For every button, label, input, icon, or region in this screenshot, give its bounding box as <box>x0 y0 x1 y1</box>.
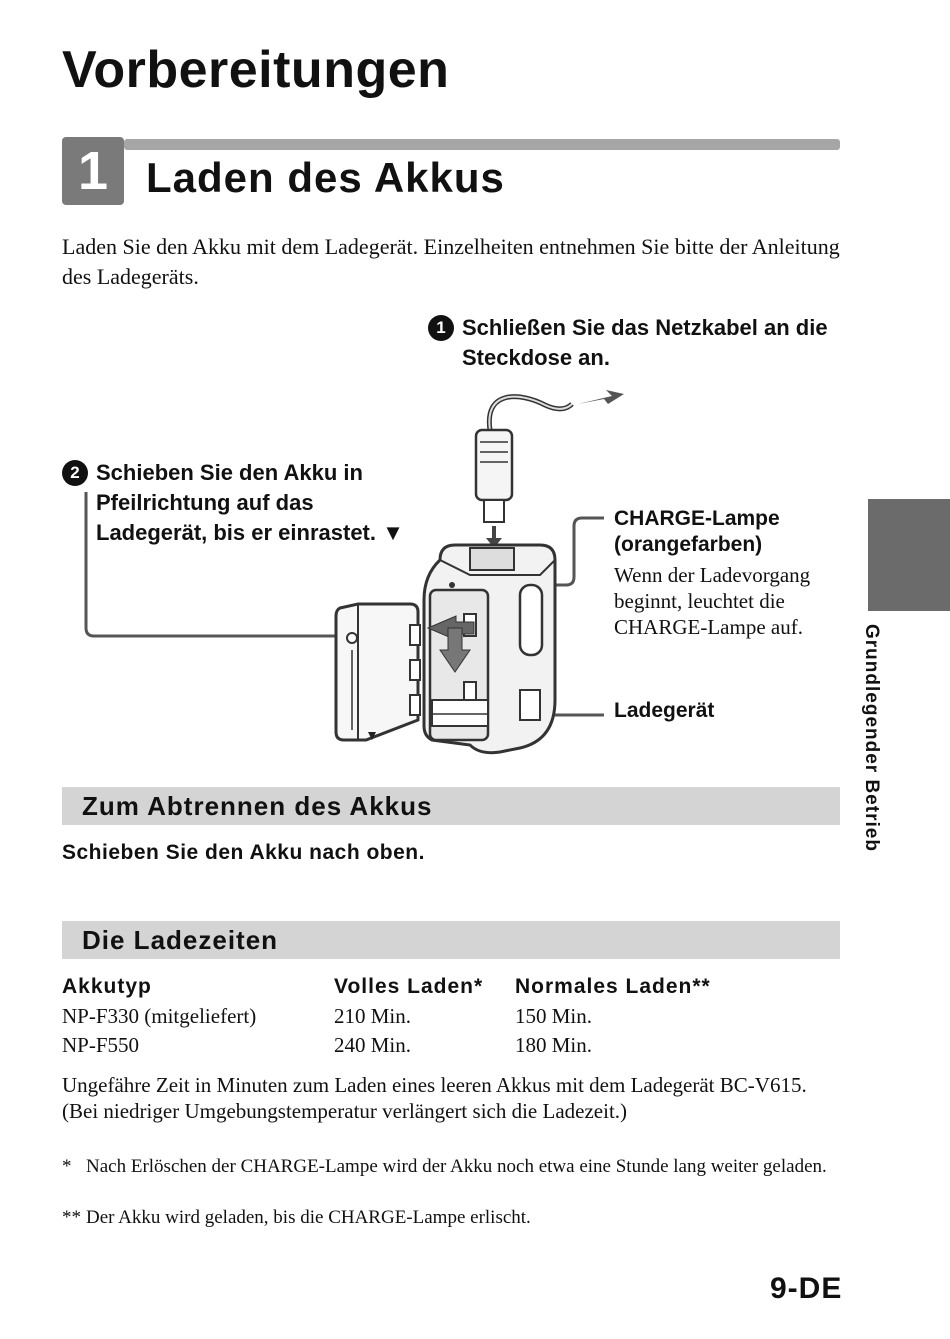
table-cell: 240 Min. <box>334 1033 412 1057</box>
table-cell: NP-F550 <box>62 1033 140 1057</box>
charge-lamp <box>449 582 455 588</box>
table-row <box>62 1002 775 1031</box>
footnote-1 <box>62 1154 842 1179</box>
footnote-mark: ** <box>62 1207 81 1228</box>
footnote-text: Nach Erlöschen der CHARGE-Lampe wird der Akku noch etwa eine Stunde lang weiter geladen. <box>86 1156 827 1177</box>
column-header: Volles Laden* <box>334 975 484 998</box>
remove-heading: Zum Abtrennen des Akkus <box>62 787 840 825</box>
step-number-badge: 1 <box>428 315 454 341</box>
charge-lamp-description: Wenn der Ladevorgang beginnt, leuchtet die CHARGE-Lampe auf. <box>614 563 811 639</box>
section-number-badge: 1 <box>62 137 124 205</box>
plug-arrow-icon <box>578 390 624 404</box>
footnote-2 <box>62 1205 842 1230</box>
column-header: Normales Laden** <box>515 975 711 998</box>
remove-text: Schieben Sie den Akku nach oben. <box>62 841 425 864</box>
charger-label: Ladegerät <box>614 699 715 722</box>
side-tab-text: Grundlegender Betrieb <box>861 624 882 852</box>
side-tab-marker <box>868 499 950 611</box>
section-title: Laden des Akkus <box>146 154 505 201</box>
charge-lamp-label: CHARGE-Lampe (orangefarben) <box>614 507 780 556</box>
table-cell: 150 Min. <box>515 1004 593 1028</box>
footnote-text: Der Akku wird geladen, bis die CHARGE-Lampe erlischt. <box>86 1207 531 1228</box>
plug <box>476 430 512 500</box>
page-title: Vorbereitungen <box>62 41 450 99</box>
battery <box>336 604 418 740</box>
table-cell: NP-F330 (mitgeliefert) <box>62 1004 257 1028</box>
table-cell: 180 Min. <box>515 1033 593 1057</box>
column-header: Akkutyp <box>62 975 152 998</box>
table-cell: 210 Min. <box>334 1004 412 1028</box>
table-row <box>62 1031 775 1060</box>
footnote-mark: * <box>62 1156 72 1177</box>
page-number: 9-DE <box>770 1272 843 1305</box>
step-number-badge: 2 <box>62 460 88 486</box>
step-1 <box>428 313 848 373</box>
charging-times-table <box>62 972 775 1060</box>
step-1-text: Schließen Sie das Netzkabel an die Steckdose an. <box>462 315 828 370</box>
side-tab-label <box>860 624 890 864</box>
step-2 <box>62 458 432 548</box>
power-cord <box>489 397 572 430</box>
table-header-row <box>62 972 775 1002</box>
step-2-text: Schieben Sie den Akku in Pfeilrichtung auf das Ladegerät, bis er einrastet. ▼ <box>96 460 404 545</box>
charging-times-heading: Die Ladezeiten <box>62 921 840 959</box>
intro-paragraph: Laden Sie den Akku mit dem Ladegerät. Einzelheiten entnehmen Sie bitte der Anleitung des Ladegeräts. <box>62 234 840 289</box>
charging-note: Ungefähre Zeit in Minuten zum Laden eines leeren Akkus mit dem Ladegerät BC-V615. (Bei niedriger Umgebungstemperatur verlängert sich die Ladezeit.) <box>62 1073 807 1123</box>
